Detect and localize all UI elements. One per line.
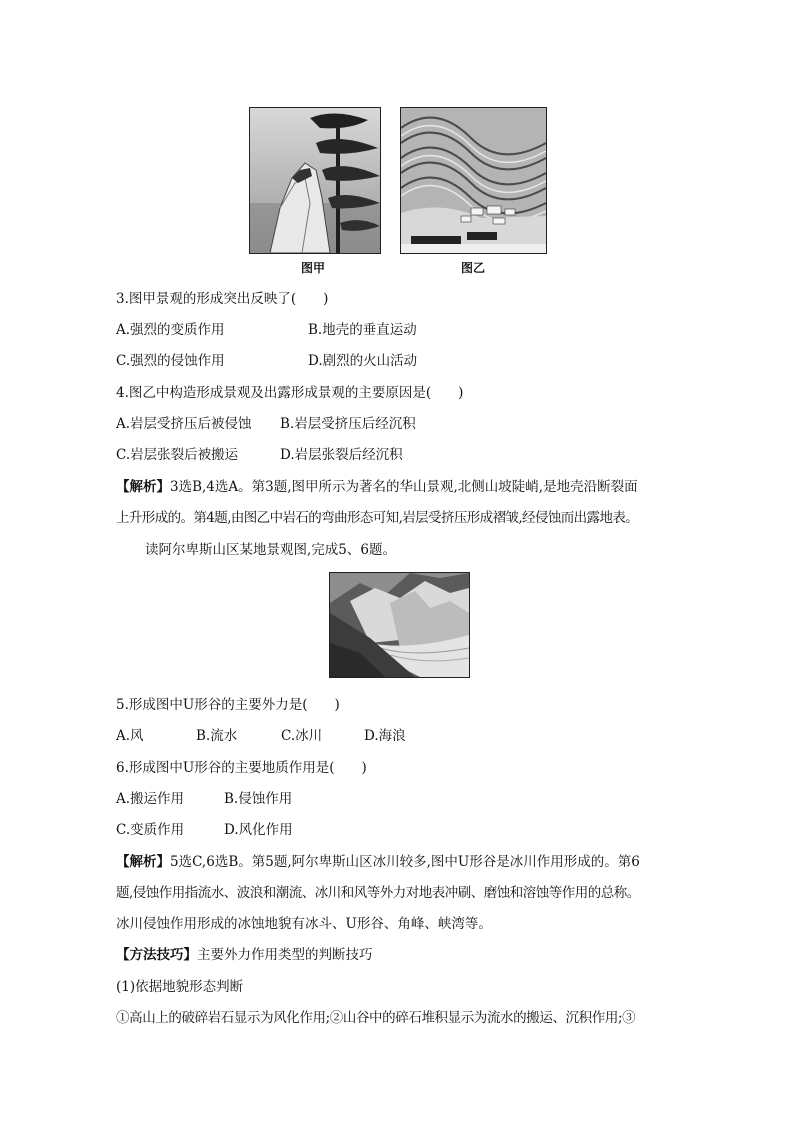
analysis-2-tag: 【解析】 [116, 854, 170, 870]
figure-yi-caption: 图乙 [461, 261, 486, 275]
analysis-1-line-1 [116, 478, 638, 496]
analysis-1-text-1: 3选B,4选A。第3题,图甲所示为著名的华山景观,北侧山坡陡峭,是地壳沿断裂面 [170, 479, 638, 495]
analysis-1-line-2: 上升形成的。第4题,由图乙中岩石的弯曲形态可知,岩层受挤压形成褶皱,经侵蚀而出露地表。 [116, 510, 639, 526]
q4-option-d: D.岩层张裂后经沉积 [280, 447, 403, 463]
q3-option-b: B.地壳的垂直运动 [308, 322, 417, 338]
q5-option-b: B.流水 [196, 728, 238, 744]
method-line-1: ①高山上的破碎岩石显示为风化作用;②山谷中的碎石堆积显示为流水的搬运、沉积作用;③ [116, 1010, 636, 1026]
q5-option-c: C.冰川 [281, 728, 323, 744]
q6-option-b: B.侵蚀作用 [224, 791, 293, 807]
q5-option-a: A.风 [116, 728, 144, 744]
method-heading [116, 946, 373, 964]
figure-jia-image [249, 107, 381, 254]
q3-option-a: A.强烈的变质作用 [116, 322, 225, 338]
method-title: 主要外力作用类型的判断技巧 [197, 947, 373, 963]
q6-stem: 6.形成图中U形谷的主要地质作用是( ) [116, 760, 367, 776]
analysis-1-tag: 【解析】 [116, 479, 170, 495]
q3-option-d: D.剧烈的火山活动 [308, 353, 418, 369]
q5-stem: 5.形成图中U形谷的主要外力是( ) [116, 697, 340, 713]
q6-option-a: A.搬运作用 [116, 791, 185, 807]
q4-stem: 4.图乙中构造形成景观及出露形成景观的主要原因是( ) [116, 385, 464, 401]
intro-text: 读阿尔卑斯山区某地景观图,完成5、6题。 [145, 542, 396, 558]
q3-option-c: C.强烈的侵蚀作用 [116, 353, 225, 369]
figure-yi-image [400, 107, 547, 254]
q4-option-c: C.岩层张裂后被搬运 [116, 447, 239, 463]
analysis-2-line-3: 冰川侵蚀作用形成的冰蚀地貌有冰斗、U形谷、角峰、峡湾等。 [116, 916, 492, 932]
q6-option-d: D.风化作用 [224, 822, 293, 838]
q5-option-d: D.海浪 [364, 728, 406, 744]
analysis-2-text-1: 5选C,6选B。第5题,阿尔卑斯山区冰川较多,图中U形谷是冰川作用形成的。第6 [170, 854, 640, 870]
q6-option-c: C.变质作用 [116, 822, 185, 838]
analysis-2-line-2: 题,侵蚀作用指流水、波浪和潮流、冰川和风等外力对地表冲刷、磨蚀和溶蚀等作用的总称。 [116, 885, 640, 901]
analysis-2-line-1 [116, 853, 640, 871]
alps-valley-image [329, 572, 470, 678]
q3-stem: 3.图甲景观的形成突出反映了( ) [116, 291, 329, 307]
q4-option-b: B.岩层受挤压后经沉积 [280, 416, 416, 432]
method-tag: 【方法技巧】 [116, 947, 197, 963]
q4-option-a: A.岩层受挤压后被侵蚀 [116, 416, 252, 432]
method-subheading: (1)依据地貌形态判断 [116, 979, 244, 995]
figure-jia-caption: 图甲 [301, 261, 326, 275]
